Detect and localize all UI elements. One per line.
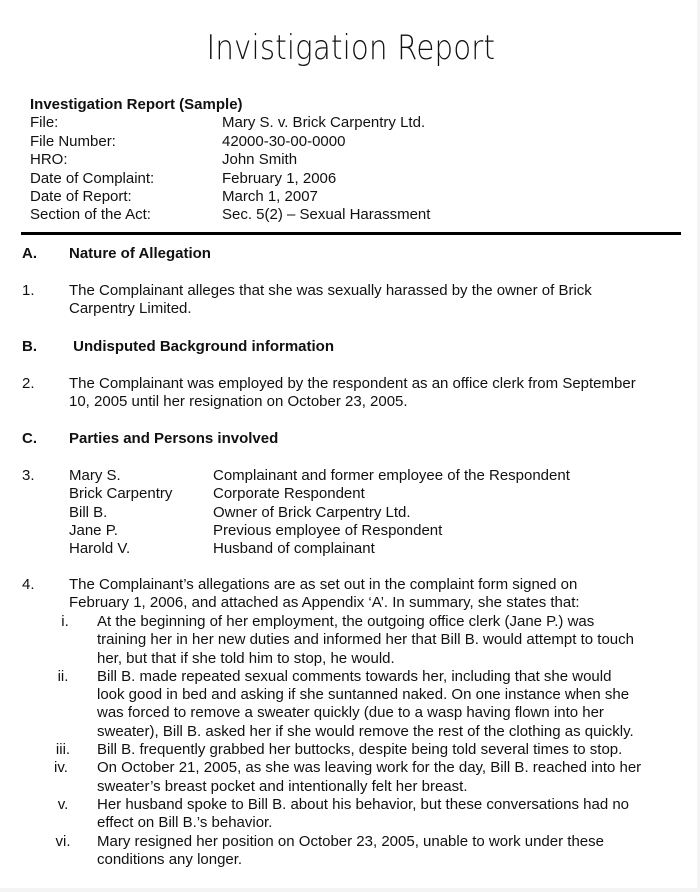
metadata-value: John Smith	[222, 151, 298, 169]
horizontal-divider	[21, 232, 681, 235]
party-row	[69, 485, 700, 503]
text-line: At the beginning of her employment, the outgoing office clerk (Jane P.) was	[97, 613, 595, 630]
text-line: was forced to remove a sweater quickly (due to a wasp having flown into her	[97, 704, 604, 722]
metadata-label: Date of Report:	[30, 188, 132, 206]
metadata-value: 42000-30-00-0000	[222, 132, 346, 150]
party-row	[69, 540, 700, 558]
allegation-item-v	[22, 796, 692, 833]
text-line: Bill B. frequently grabbed her buttocks, despite being told several times to stop.	[97, 741, 623, 759]
paragraph-number: 3.	[22, 467, 35, 484]
item-number: vi.	[55, 832, 71, 850]
allegation-sublist	[22, 613, 692, 869]
metadata-value: Sec. 5(2) – Sexual Harassment	[222, 206, 431, 224]
item-number: iv.	[54, 759, 68, 777]
text-line: 10, 2005 until her resignation on October 23, 2005.	[69, 393, 408, 411]
item-number: v.	[57, 795, 69, 813]
paragraph-text	[69, 576, 700, 613]
metadata-row-hro	[30, 151, 430, 169]
metadata-row-date-of-complaint	[30, 170, 430, 188]
section-title: Nature of Allegation	[69, 245, 211, 262]
text-line: February 1, 2006, and attached as Appendix ‘A’. In summary, she states that:	[69, 594, 580, 612]
party-role: Owner of Brick Carpentry Ltd.	[213, 503, 411, 521]
party-role: Corporate Respondent	[213, 485, 365, 503]
text-line: Her husband spoke to Bill B. about his behavior, but these conversations had no	[97, 795, 630, 813]
section-letter: A.	[22, 245, 37, 262]
metadata-label: Date of Complaint:	[30, 169, 155, 187]
section-title: Parties and Persons involved	[69, 430, 279, 447]
text-line: The Complainant’s allegations are as set out in the complaint form signed on	[69, 576, 578, 593]
item-number: i.	[61, 613, 69, 630]
metadata-row-section-of-act	[30, 206, 430, 224]
metadata-label: HRO:	[30, 151, 68, 169]
text-line: effect on Bill B.’s behavior.	[97, 814, 273, 832]
party-role: Previous employee of Respondent	[213, 521, 443, 539]
text-line: sweater), Bill B. asked her if she would remove the rest of the clothing as quickly.	[97, 722, 634, 740]
party-name: Harold V.	[69, 540, 131, 558]
text-line: Carpentry Limited.	[69, 300, 192, 318]
text-line: her, but that if she told him to stop, he would.	[97, 649, 395, 667]
party-row	[69, 504, 700, 522]
text-line: Bill B. made repeated sexual comments towards her, including that she would	[97, 667, 612, 685]
text-line: sweater’s breast pocket and intentionally felt her breast.	[97, 777, 468, 795]
party-name: Bill B.	[69, 503, 108, 521]
allegation-item-iii	[22, 741, 692, 759]
paragraph-number: 2.	[22, 375, 35, 392]
metadata-value: March 1, 2007	[222, 188, 318, 206]
metadata-heading: Investigation Report (Sample)	[30, 96, 243, 113]
paragraph-text	[69, 375, 700, 412]
allegation-item-iv	[22, 759, 692, 796]
party-row	[69, 522, 700, 540]
metadata-row-file-number	[30, 133, 430, 151]
report-metadata	[30, 96, 430, 225]
page-title: Invistigation Report	[206, 28, 496, 68]
metadata-label: File Number:	[30, 132, 116, 150]
metadata-value: Mary S. v. Brick Carpentry Ltd.	[222, 114, 426, 132]
party-role: Husband of complainant	[213, 540, 375, 558]
party-row	[69, 467, 700, 485]
metadata-label: File:	[30, 114, 59, 132]
paragraph-number: 1.	[22, 282, 35, 299]
party-name: Brick Carpentry	[69, 485, 173, 503]
paragraph-text	[69, 282, 700, 319]
section-letter: C.	[22, 430, 37, 447]
item-number: ii.	[57, 667, 69, 685]
text-line: The Complainant alleges that she was sexually harassed by the owner of Brick	[69, 282, 592, 299]
party-name: Jane P.	[69, 521, 118, 539]
text-line: conditions any longer.	[97, 850, 243, 868]
metadata-label: Section of the Act:	[30, 206, 151, 224]
parties-list	[69, 467, 700, 558]
metadata-row-file	[30, 114, 430, 132]
section-letter: B.	[22, 338, 37, 355]
text-line: On October 21, 2005, as she was leaving work for the day, Bill B. reached into her	[97, 759, 642, 777]
text-line: look good in bed and asking if she suntanned naked. On one instance when she	[97, 686, 630, 704]
text-line: Mary resigned her position on October 23, 2005, unable to work under these	[97, 832, 604, 850]
allegation-item-ii	[22, 668, 692, 741]
allegation-item-vi	[22, 833, 692, 870]
metadata-row-date-of-report	[30, 188, 430, 206]
section-title: Undisputed Background information	[69, 338, 334, 355]
allegation-item-i	[22, 613, 692, 668]
text-line: training her in her new duties and informed her that Bill B. would attempt to touch	[97, 631, 634, 649]
metadata-value: February 1, 2006	[222, 169, 337, 187]
text-line: The Complainant was employed by the respondent as an office clerk from September	[69, 375, 636, 392]
party-name: Mary S.	[69, 467, 121, 484]
paragraph-number: 4.	[22, 576, 35, 593]
item-number: iii.	[55, 741, 71, 759]
party-role: Complainant and former employee of the Respondent	[213, 467, 570, 484]
